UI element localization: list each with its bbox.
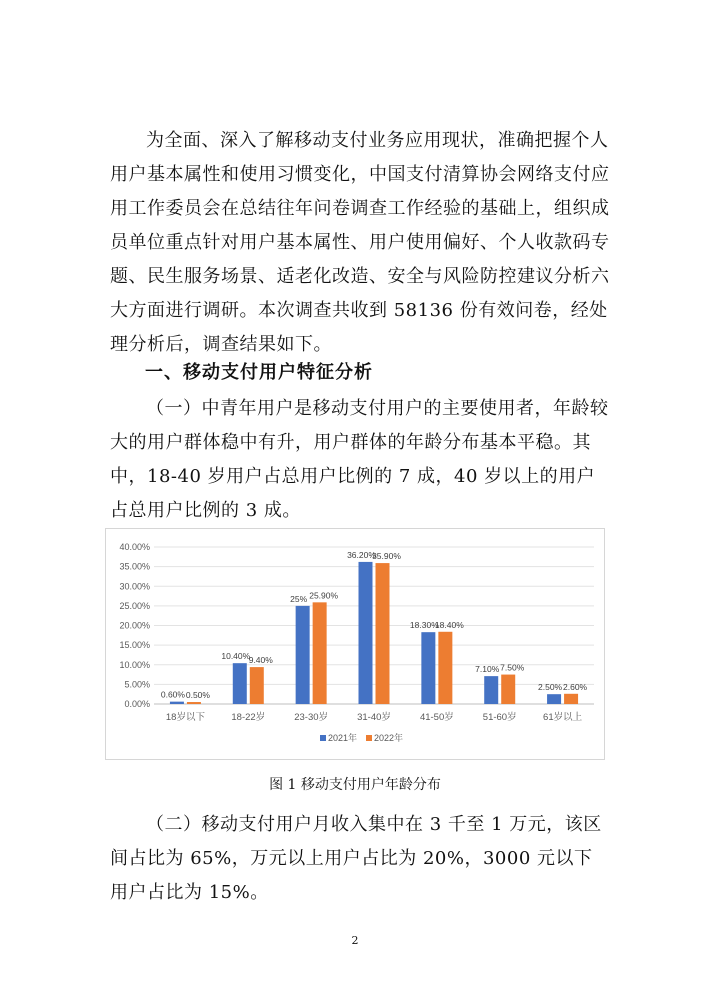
- x-tick-label: 18岁以下: [165, 712, 205, 723]
- point2-text: （二）移动支付用户月收入集中在 3 千至 1 万元，该区间占比为 65%，万元以上用户占比为 20%，3000 元以下用户占比为 15%。: [110, 814, 602, 903]
- x-tick-label: 51-60岁: [482, 712, 517, 723]
- bar-2021: [233, 663, 247, 704]
- legend-swatch: [366, 735, 372, 741]
- data-label: 18.30%: [409, 620, 439, 631]
- bar-2022: [438, 632, 452, 704]
- bar-2021: [359, 562, 373, 704]
- y-tick-label: 5.00%: [124, 679, 150, 690]
- bar-2022: [564, 694, 578, 704]
- data-label: 25.90%: [309, 590, 339, 601]
- bar-2022: [376, 563, 390, 704]
- data-label: 36.20%: [347, 549, 376, 560]
- y-tick-label: 25.00%: [119, 600, 150, 611]
- intro-text: 为全面、深入了解移动支付业务应用现状，准确把握个人用户基本属性和使用习惯变化，中国支付清算协会网络支付应用工作委员会在总结往年问卷调查工作经验的基础上，组织成员单位重点针对用户基本属性、用户使用偏好、个人收款码专题、民生服务场景、适老化改造、安全与风险防控建议分析六大方面进行调研。本次调查共收到 58136 份有效问卷，经处理分析后，调查结果如下。: [110, 130, 610, 355]
- legend-label: 2022年: [374, 733, 404, 743]
- y-tick-label: 0.00%: [124, 699, 150, 709]
- point1-text: （一）中青年用户是移动支付用户的主要使用者，年龄较大的用户群体稳中有升，用户群体的年龄分布基本平稳。其中，18-40 岁用户占总用户比例的 7 成，40 岁以上的用户占总用户比例的 3 成。: [110, 398, 609, 521]
- bar-2021: [170, 702, 184, 704]
- bar-2021: [296, 606, 310, 704]
- chart-svg: [106, 529, 604, 759]
- data-label: 7.10%: [475, 664, 500, 675]
- data-label: 25%: [290, 593, 308, 604]
- bar-2021: [484, 676, 498, 704]
- data-label: 0.50%: [185, 690, 210, 701]
- section-heading: 一、移动支付用户特征分析: [145, 362, 373, 383]
- data-label: 35.90%: [372, 551, 401, 562]
- x-tick-label: 41-50岁: [419, 712, 454, 723]
- y-tick-label: 40.00%: [119, 542, 150, 552]
- bar-2021: [421, 632, 435, 704]
- legend-label: 2021年: [328, 733, 358, 743]
- x-tick-label: 61岁以上: [543, 712, 583, 723]
- bar-2022: [313, 602, 327, 704]
- legend-swatch: [320, 735, 326, 741]
- data-label: 0.60%: [160, 689, 185, 700]
- bar-2021: [547, 694, 561, 704]
- data-label: 2.60%: [563, 681, 588, 692]
- y-tick-label: 15.00%: [119, 640, 150, 651]
- data-label: 7.50%: [500, 662, 525, 673]
- data-label: 10.40%: [221, 651, 251, 662]
- x-tick-label: 31-40岁: [357, 712, 391, 723]
- page-number: 2: [351, 934, 359, 947]
- bar-2022: [187, 702, 201, 704]
- x-tick-label: 18-22岁: [231, 712, 266, 723]
- y-tick-label: 10.00%: [119, 659, 150, 670]
- data-label: 2.50%: [538, 682, 563, 693]
- bar-2022: [501, 675, 515, 704]
- age-distribution-chart: [105, 528, 605, 760]
- data-label: 9.40%: [248, 655, 273, 666]
- y-tick-label: 35.00%: [119, 561, 150, 572]
- figure-caption: 图 1 移动支付用户年龄分布: [269, 777, 441, 793]
- bar-2022: [250, 667, 264, 704]
- y-tick-label: 20.00%: [119, 620, 150, 631]
- intro-paragraph: [110, 124, 610, 362]
- x-tick-label: 23-30岁: [294, 712, 329, 723]
- point2-paragraph: [110, 808, 610, 910]
- y-tick-label: 30.00%: [119, 581, 150, 592]
- point1-paragraph: [110, 392, 610, 528]
- data-label: 18.40%: [434, 619, 464, 630]
